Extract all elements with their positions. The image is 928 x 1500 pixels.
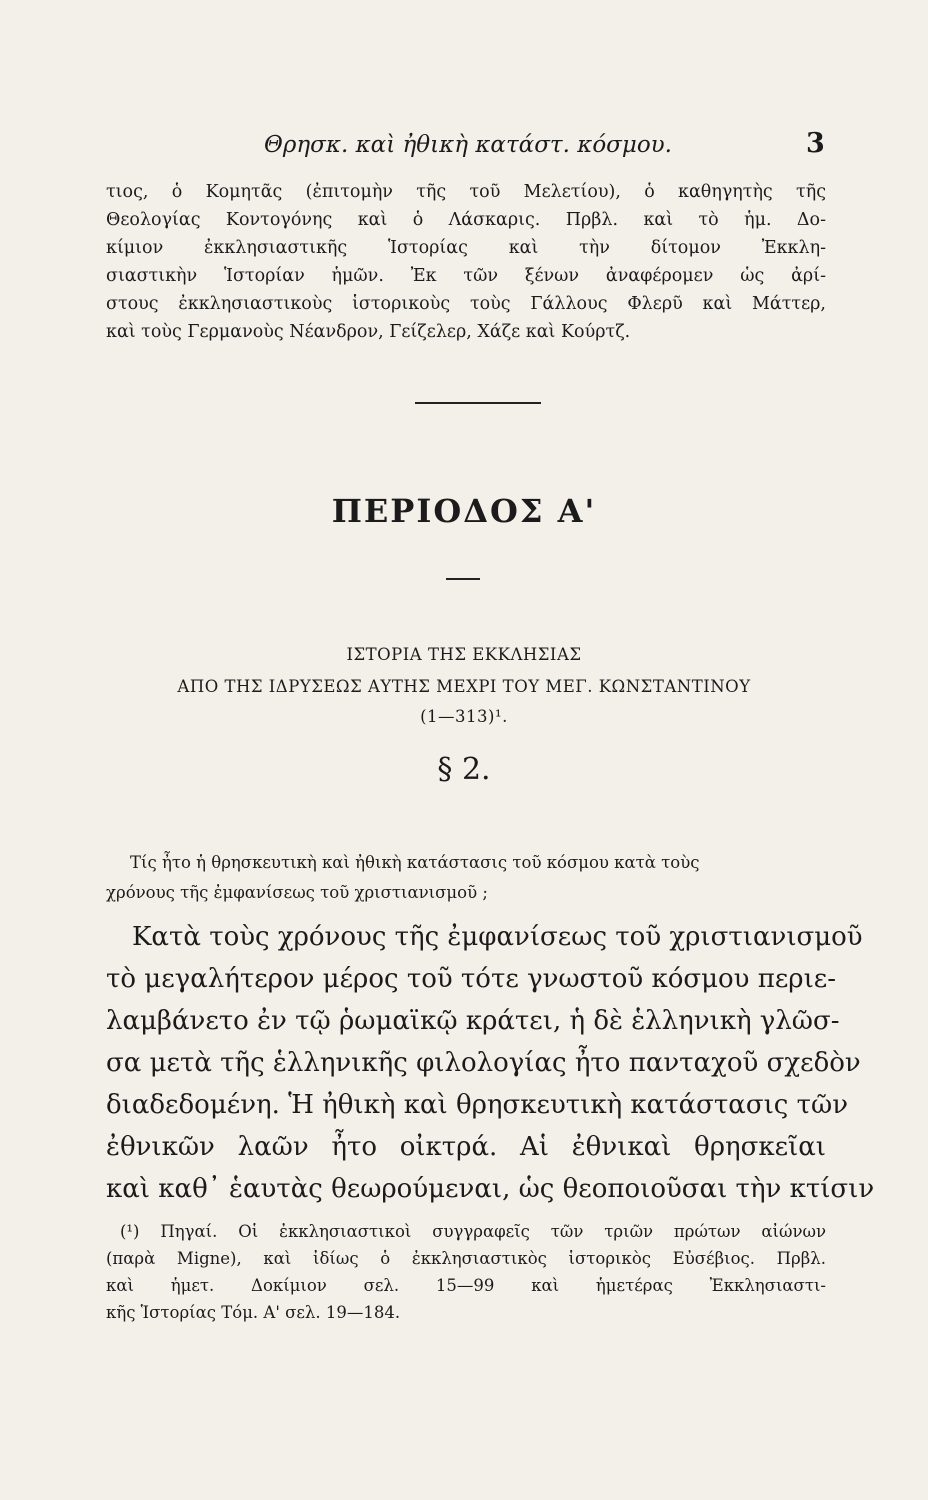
intro-line: Θεολογίας Κοντογόνης καὶ ὁ Λάσκαρις. Πρβλ. καὶ τὸ ἡμ. Δο- xyxy=(106,210,826,230)
body-line: τὸ μεγαλήτερον μέρος τοῦ τότε γνωστοῦ κόσμου περιε- xyxy=(106,964,837,994)
footnote-line: (παρὰ Migne), καὶ ἰδίως ὁ ἐκκλησιαστικὸς ἱστορικὸς Εὐσέβιος. Πρβλ. xyxy=(106,1249,826,1268)
body-line: σα μετὰ τῆς ἑλληνικῆς φιλολογίας ἦτο πανταχοῦ σχεδὸν xyxy=(106,1048,861,1078)
intro-paragraph xyxy=(106,178,826,346)
short-dash xyxy=(446,578,480,580)
footnote-line: καὶ ἡμετ. Δοκίμιον σελ. 15—99 καὶ ἡμετέρας Ἐκκλησιαστι- xyxy=(106,1276,826,1295)
body-line: διαδεδομένη. Ἡ ἠθικὴ καὶ θρησκευτικὴ κατάστασις τῶν xyxy=(106,1090,849,1120)
section-mark: § 2. xyxy=(437,752,491,787)
footnote-line: (¹) Πηγαί. Οἱ ἐκκλησιαστικοὶ συγγραφεῖς τῶν τριῶν πρώτων αἰώνων xyxy=(120,1222,826,1241)
body-paragraph xyxy=(106,916,875,1210)
title-line-2: ΑΠΟ ΤΗΣ ΙΔΡΥΣΕΩΣ ΑΥΤΗΣ ΜΕΧΡΙ ΤΟΥ ΜΕΓ. ΚΩΝΣΤΑΝΤΙΝΟΥ xyxy=(177,677,751,696)
body-line: Κατὰ τοὺς χρόνους τῆς ἐμφανίσεως τοῦ χριστιανισμοῦ xyxy=(132,922,863,952)
intro-line: στους ἐκκλησιαστικοὺς ἱστορικοὺς τοὺς Γάλλους Φλερῦ καὶ Μάττερ, xyxy=(106,294,826,314)
body-line: λαμβάνετο ἐν τῷ ῥωμαϊκῷ κράτει, ἡ δὲ ἑλληνικὴ γλῶσ- xyxy=(106,1006,840,1036)
footnote xyxy=(106,1218,826,1326)
page-number: 3 xyxy=(806,128,825,159)
title-line-1: ΙΣΤΟΡΙΑ ΤΗΣ ΕΚΚΛΗΣΙΑΣ xyxy=(346,645,582,664)
intro-line: τιος, ὁ Κομητᾶς (ἐπιτομὴν τῆς τοῦ Μελετίου), ὁ καθηγητὴς τῆς xyxy=(106,182,826,202)
running-header: Θρησκ. καὶ ἠθικὴ κατάστ. κόσμου. xyxy=(264,132,672,158)
question-line: Τίς ἦτο ἡ θρησκευτικὴ καὶ ἠθικὴ κατάστασις τοῦ κόσμου κατὰ τοὺς xyxy=(130,853,700,872)
footnote-line: κῆς Ἱστορίας Τόμ. Α' σελ. 19—184. xyxy=(106,1303,401,1322)
period-heading: ΠΕΡΙΟΔΟΣ Α' xyxy=(331,492,597,530)
section-question xyxy=(106,848,826,908)
body-line: ἐθνικῶν λαῶν ἦτο οἰκτρά. Αἱ ἐθνικαὶ θρησκεῖαι xyxy=(106,1132,826,1162)
intro-line: κίμιον ἐκκλησιαστικῆς Ἱστορίας καὶ τὴν δίτομον Ἐκκλη- xyxy=(106,238,826,258)
intro-line: καὶ τοὺς Γερμανοὺς Νέανδρον, Γείζελερ, Χάζε καὶ Κούρτζ. xyxy=(106,322,631,342)
title-line-3: (1—313)¹. xyxy=(420,707,508,726)
separator-rule xyxy=(415,402,541,404)
body-line: καὶ καθ᾽ ἑαυτὰς θεωρούμεναι, ὡς θεοποιοῦσαι τὴν κτίσιν xyxy=(106,1174,875,1204)
intro-line: σιαστικὴν Ἱστορίαν ἡμῶν. Ἐκ τῶν ξένων ἀναφέρομεν ὡς ἀρί- xyxy=(106,266,826,286)
question-line: χρόνους τῆς ἐμφανίσεως τοῦ χριστιανισμοῦ ; xyxy=(106,883,488,902)
